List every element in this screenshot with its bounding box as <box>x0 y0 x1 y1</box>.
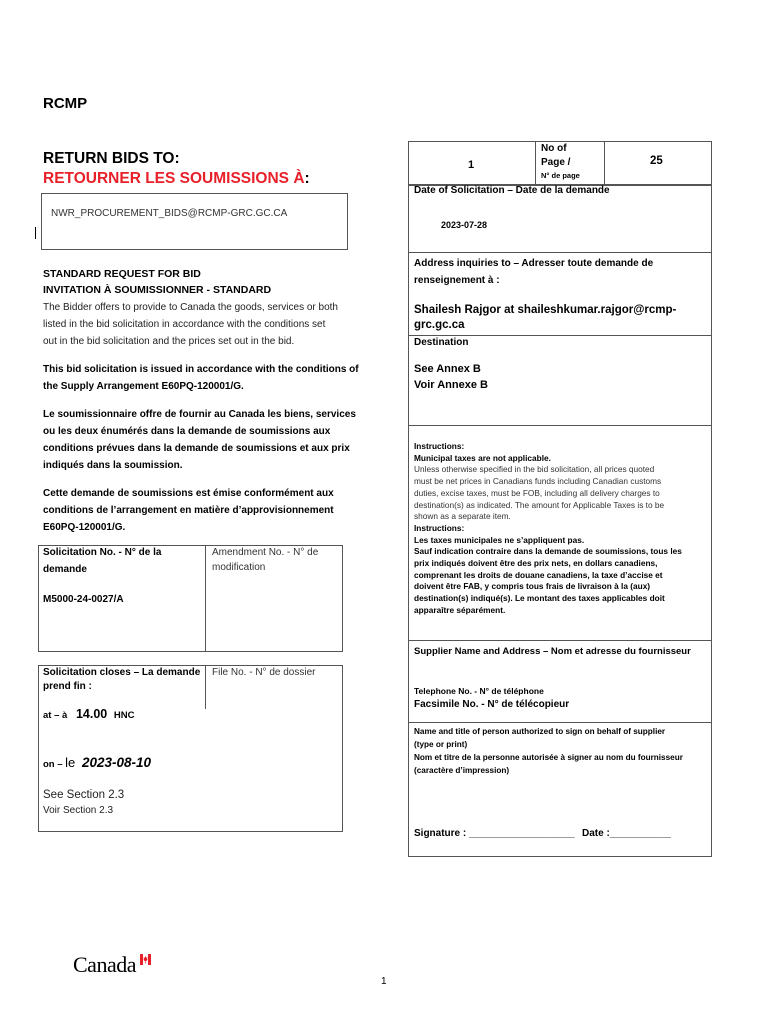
closing-box-divider <box>205 665 206 709</box>
authorized-line4: (caractère d’impression) <box>414 766 510 775</box>
instructions-line: Unless otherwise specified in the bid solicitation, all prices quoted <box>414 464 655 475</box>
solicitation-date-value: 2023-07-28 <box>441 220 488 230</box>
solicitation-number: M5000-24-0027/A <box>43 594 124 605</box>
supplier-telephone: Telephone No. - N° de téléphone <box>414 686 544 696</box>
conforme-text <box>43 485 334 536</box>
conforme-text-line: conditions de l’arrangement en matière d’approvisionnement <box>43 505 334 516</box>
inquiries-label-line2: renseignement à : <box>414 275 500 286</box>
closing-time-zone: HNC <box>113 710 135 721</box>
total-pages: 25 <box>650 155 663 167</box>
instructions-line: destination(s) indiqué(s). Le montant des taxes applicables doit <box>414 593 665 604</box>
divider-date <box>408 252 712 253</box>
voir-section: Voir Section 2.3 <box>43 805 114 816</box>
agency-name: RCMP <box>43 95 88 112</box>
return-email-box <box>41 193 348 250</box>
closing-on-line <box>43 755 151 770</box>
divider-destination <box>408 425 712 426</box>
page-label-line1: No of <box>541 143 567 154</box>
instructions-line: Sauf indication contraire dans la demande de soumissions, tous les <box>414 546 682 557</box>
closing-time: 14.00 <box>75 707 108 721</box>
instructions-line: prix indiqués doivent être des prix nets, en dollars canadiens, <box>414 558 658 569</box>
page-number: 1 <box>468 159 475 171</box>
return-bids-heading-fr-colon: : <box>304 170 310 187</box>
inquiries-label-line1: Address inquiries to – Adresser toute demande de <box>414 258 654 269</box>
page-label-line3: N° de page <box>541 171 580 180</box>
authorized-line3: Nom et titre de la personne autorisée à signer au nom du fournisseur <box>414 753 683 762</box>
canada-flag-icon <box>140 954 151 965</box>
request-title-line2: INVITATION À SOUMISSIONNER - STANDARD <box>43 284 272 296</box>
issued-text-line: the Supply Arrangement E60PQ-120001/G. <box>43 381 244 392</box>
issued-text <box>43 361 359 395</box>
divider-supplier <box>408 722 712 723</box>
page-info-divider-1 <box>535 141 536 185</box>
soumissionnaire-text-line: indiqués dans la soumission. <box>43 460 183 471</box>
bidder-text-line: listed in the bid solicitation in accordance with the conditions set <box>43 319 326 330</box>
return-bids-heading-fr-text: RETOURNER LES SOUMISSIONS À <box>43 170 305 187</box>
supplier-label: Supplier Name and Address – Nom et adresse du fournisseur <box>414 646 691 657</box>
instructions-line: Instructions: <box>414 441 465 451</box>
authorized-line2: (type or print) <box>414 740 468 749</box>
solicitation-date-label: Date of Solicitation – Date de la demande <box>414 185 610 196</box>
soumissionnaire-text-line: conditions prévues dans la demande de soumissions et aux prix <box>43 443 350 454</box>
destination-line1: See Annex B <box>414 363 481 375</box>
destination-line2: Voir Annexe B <box>414 379 488 391</box>
instructions-line: Instructions: <box>414 522 465 533</box>
instructions-line: Les taxes municipales ne s’appliquent pas. <box>414 534 585 545</box>
closing-on-label: on – <box>43 759 63 770</box>
closing-date: 2023-08-10 <box>81 755 151 770</box>
closing-le-label: le <box>65 755 76 770</box>
instructions-line: must be net prices in Canadians funds including Canadian customs <box>414 476 662 487</box>
conforme-text-line: E60PQ-120001/G. <box>43 522 126 533</box>
solicitation-box-divider <box>205 545 206 652</box>
authorized-line1: Name and title of person authorized to sign on behalf of supplier <box>414 727 666 736</box>
see-section: See Section 2.3 <box>43 789 125 801</box>
text-cursor <box>35 227 36 239</box>
closing-label-line2: prend fin : <box>43 681 92 692</box>
closing-at-label: at – à <box>43 710 68 721</box>
soumissionnaire-text <box>43 406 356 474</box>
bidder-text-line: out in the bid solicitation and the prices set out in the bid. <box>43 336 295 347</box>
bidder-text <box>43 299 338 350</box>
inquiries-contact-line1: Shailesh Rajgor at shaileshkumar.rajgor@rcmp- <box>414 304 677 316</box>
signature-date-label: Date :___________ <box>582 828 671 839</box>
conforme-text-line: Cette demande de soumissions est émise conformément aux <box>43 488 334 499</box>
amendment-label-line1: Amendment No. - N° de <box>212 547 319 558</box>
instructions-line: duties, excise taxes, must be FOB, including all delivery charges to <box>414 487 660 498</box>
soumissionnaire-text-line: ou les deux énumérés dans la demande de soumissions aux <box>43 426 331 437</box>
divider-instructions <box>408 640 712 641</box>
solicitation-label-line1: Solicitation No. - N° de la <box>43 547 162 558</box>
closing-at-line <box>43 707 134 721</box>
signature-label: Signature : ___________________ <box>414 828 575 839</box>
return-bids-heading-fr <box>43 170 310 188</box>
page-info-divider-2 <box>604 141 605 185</box>
bidder-text-line: The Bidder offers to provide to Canada the goods, services or both <box>43 302 338 313</box>
supplier-facsimile: Facsimile No. - N° de télécopieur <box>414 699 570 710</box>
instructions-line: comprenant les droits de douane canadiens, la taxe d’accise et <box>414 569 663 580</box>
soumissionnaire-text-line: Le soumissionnaire offre de fournir au Canada les biens, services <box>43 409 356 420</box>
request-title-line1: STANDARD REQUEST FOR BID <box>43 268 201 280</box>
solicitation-label-line2: demande <box>43 564 87 575</box>
instructions-line: shown as a separate item. <box>414 511 511 522</box>
canada-wordmark <box>73 952 136 978</box>
instructions-line: apparaître séparément. <box>414 604 506 615</box>
instructions-line: destination(s) as indicated. The amount for Applicable Taxes is to be <box>414 499 665 510</box>
file-no-label: File No. - N° de dossier <box>212 667 316 678</box>
canada-wordmark-text: Canada <box>73 952 136 977</box>
return-email: NWR_PROCUREMENT_BIDS@RCMP-GRC.GC.CA <box>51 208 288 219</box>
amendment-label-line2: modification <box>212 562 266 573</box>
destination-label: Destination <box>414 337 469 348</box>
return-bids-heading: RETURN BIDS TO: <box>43 150 180 167</box>
closing-label-line1: Solicitation closes – La demande <box>43 667 201 678</box>
instructions-line: Municipal taxes are not applicable. <box>414 452 551 463</box>
divider-inquiries <box>408 335 712 336</box>
instructions-block <box>414 441 708 617</box>
page-label-line2: Page / <box>541 157 571 168</box>
inquiries-contact-line2: grc.gc.ca <box>414 319 465 331</box>
footer-page-number: 1 <box>381 976 387 987</box>
instructions-line: doivent être FAB, y compris tous frais de livraison à la (aux) <box>414 581 651 592</box>
issued-text-line: This bid solicitation is issued in accordance with the conditions of <box>43 364 359 375</box>
